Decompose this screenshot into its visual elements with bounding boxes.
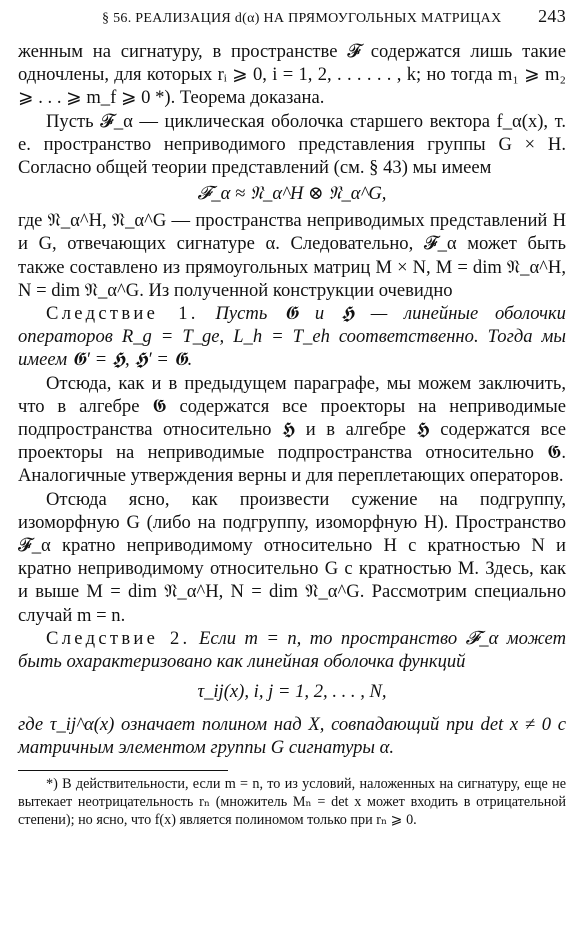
footnote-text: *) В действительности, если m = n, то из условий, наложенных на сигнатуру, еще не вытекает неотрицательность rₙ (множитель Mₙ = det x может входить в отрицательной степени); но ясно, что f(x) является полиномом только при rₙ ⩾ 0. (18, 775, 566, 828)
paragraph: где 𝔑_α^H, 𝔑_α^G — пространства неприводимых представлений H и G, отвечающих сигнатуре α. Следовательно, 𝓕_α может быть также составлено из прямоугольных матриц M × N, M = dim 𝔑_α^H, N = dim 𝔑_α^G. Из полученной конструкции очевидно (18, 210, 566, 301)
corollary-statement: Если m = n, то пространство 𝓕_α может быть охарактеризовано как линейная оболочка функций (18, 627, 566, 673)
formula-display: τ_ij(x), i, j = 1, 2, . . . , N, (197, 681, 387, 703)
corollary-1 (18, 302, 566, 372)
paragraph: женным на сигнатуру, в пространстве 𝓕 содержатся лишь такие одночлены, для которых rᵢ ⩾ 0, i = 1, 2, . . . . . . , k; но тогда m₁ ⩾ m₂ ⩾ . . . ⩾ m_f ⩾ 0 *). Теорема доказана. (18, 41, 566, 109)
corollary-label: Следствие 1. (46, 303, 199, 325)
footnote-rule (18, 770, 228, 771)
running-head (18, 6, 566, 40)
paragraph: Отсюда, как и в предыдущем параграфе, мы можем заключить, что в алгебре 𝕲 содержатся все проекторы на неприводимые подпространства относительно 𝕳 и в алгебре 𝕳 содержатся все проекторы на неприводимые подпространства относительно 𝕲. Аналогичные утверждения верны и для переплетающих операторов. (18, 372, 566, 487)
page-number: 243 (538, 6, 566, 26)
section-title: § 56. РЕАЛИЗАЦИЯ d(α) НА ПРЯМОУГОЛЬНЫХ МАТРИЦАХ (102, 11, 502, 26)
paragraph: Пусть 𝓕_α — циклическая оболочка старшего вектора f_α(x), т. е. пространство неприводимого представления группы G × H. Согласно общей теории представлений (см. § 43) мы имеем (18, 110, 566, 179)
corollary-2 (18, 627, 566, 673)
paragraph: где τ_ij^α(x) означает полином над X, совпадающий при det x ≠ 0 с матричным элементом группы G сигнатуры α. (18, 714, 566, 759)
corollary-label: Следствие 2. (46, 627, 191, 649)
body-text (18, 40, 566, 760)
corollary-statement: Пусть 𝕲 и 𝕳 — линейные оболочки операторов R_g = T_ge, L_h = T_eh соответственно. Тогда мы имеем 𝕲′ = 𝕳, 𝕳′ = 𝕲. (18, 303, 566, 371)
paragraph: Отсюда ясно, как произвести сужение на подгруппу, изоморфную G (либо на подгруппу, изоморфную H). Пространство 𝓕_α кратно неприводимому относительно H с кратностью N и кратно неприводимому относительно G с кратностью M. Здесь, как и выше M = dim 𝔑_α^H, N = dim 𝔑_α^G. Рассмотрим специально случай m = n. (18, 488, 566, 626)
formula-display: 𝓕_α ≈ 𝔑_α^H ⊗ 𝔑_α^G, (197, 183, 387, 205)
footnote (18, 775, 566, 829)
